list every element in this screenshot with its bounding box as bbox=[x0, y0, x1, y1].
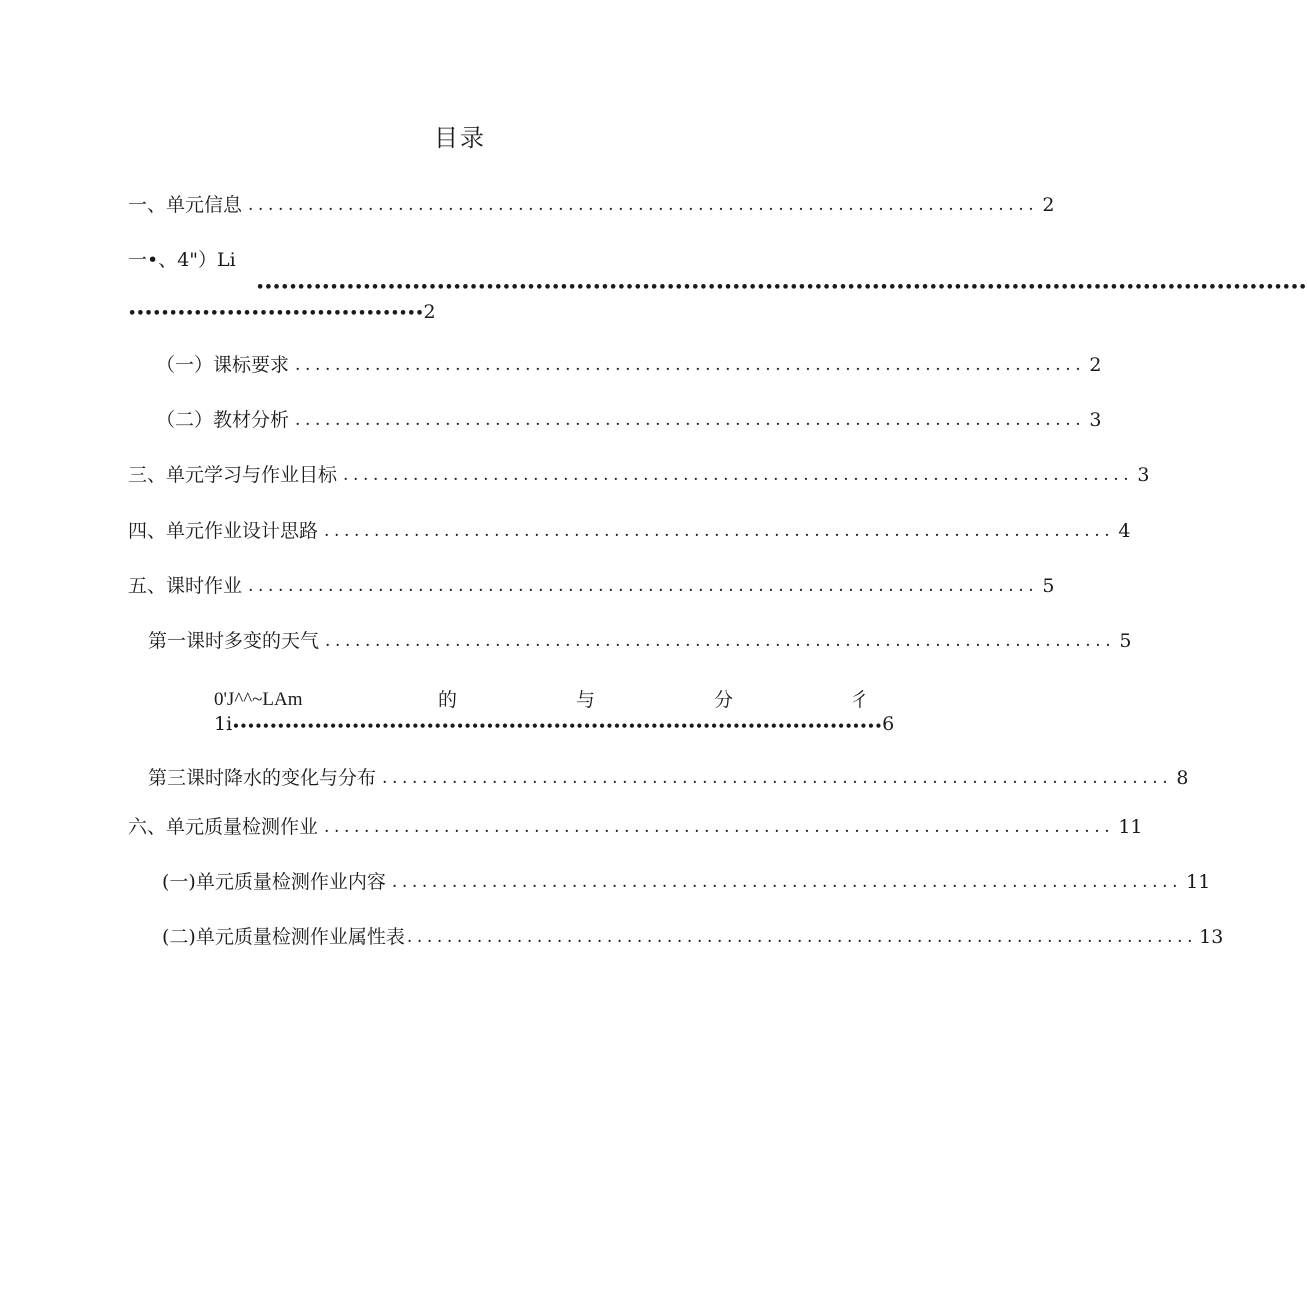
toc-entry[interactable] bbox=[128, 248, 328, 272]
toc-leader: ............................................................................... bbox=[343, 465, 1134, 485]
toc-leader: ............................................................................... bbox=[406, 927, 1198, 947]
toc-label: 第三课时降水的变化与分布 bbox=[148, 767, 377, 789]
toc-leader-bullets: •••••••••••••••••••••••••••••••••••• bbox=[128, 306, 424, 321]
toc-leader: ............................................................................... bbox=[248, 576, 1039, 596]
toc-label: （二）教材分析 bbox=[156, 409, 290, 431]
toc-page-number: 2 bbox=[423, 301, 436, 323]
toc-entry[interactable] bbox=[128, 519, 1131, 543]
toc-page-number: 11 bbox=[1186, 871, 1211, 893]
toc-page-number: 8 bbox=[1176, 767, 1189, 789]
toc-page-number: 11 bbox=[1118, 816, 1143, 838]
toc-entry[interactable] bbox=[148, 629, 1132, 653]
toc-leader-bullets: ••••••••••••••••••••••••••••••••••••••••••••••••••••••••••••••••••••••••••••••••••••••• bbox=[232, 719, 883, 733]
toc-label: 第一课时多变的天气 bbox=[148, 630, 320, 652]
toc-entry[interactable] bbox=[128, 193, 1055, 217]
toc-label: （一）课标要求 bbox=[156, 354, 290, 376]
toc-label: 五、课时作业 bbox=[128, 575, 243, 597]
toc-label: 三、单元学习与作业目标 bbox=[128, 464, 338, 486]
page-title: 目录 bbox=[434, 124, 486, 152]
toc-leader: ............................................................................... bbox=[382, 768, 1173, 788]
toc-page-number: 4 bbox=[1118, 520, 1131, 542]
toc-label-part: 分 bbox=[714, 689, 734, 711]
toc-entry-continuation bbox=[214, 712, 895, 736]
toc-label: 一•、4"）Li bbox=[128, 249, 236, 271]
toc-label-part: 的 bbox=[438, 689, 458, 711]
toc-entry[interactable] bbox=[162, 925, 1224, 949]
toc-entry-continuation bbox=[128, 300, 436, 324]
toc-entry[interactable] bbox=[128, 815, 1143, 839]
toc-entry[interactable] bbox=[128, 463, 1150, 487]
toc-leader-bullets: •••••••••••••••••••••••••••••••••••••••••••••••••••••••••••••••••••••••••••••••••••••••••••••••••••••••••••••••••••••••••••••••• bbox=[256, 280, 1307, 295]
toc-label: 六、单元质量检测作业 bbox=[128, 816, 319, 838]
toc-label: 一、单元信息 bbox=[128, 194, 243, 216]
toc-label-part: 0'J^^~LAm bbox=[214, 689, 303, 710]
toc-page-number: 5 bbox=[1042, 575, 1055, 597]
toc-entry[interactable] bbox=[162, 870, 1211, 894]
toc-page-number: 2 bbox=[1042, 194, 1055, 216]
toc-label: 四、单元作业设计思路 bbox=[128, 520, 319, 542]
toc-leader: ............................................................................... bbox=[295, 355, 1086, 375]
toc-leader: ............................................................................... bbox=[324, 521, 1115, 541]
toc-page-number: 3 bbox=[1137, 464, 1150, 486]
toc-page-number: 2 bbox=[1089, 354, 1102, 376]
toc-leader: ............................................................................... bbox=[248, 195, 1039, 215]
toc-page-number: 13 bbox=[1199, 926, 1224, 948]
toc-label-part: 与 bbox=[576, 689, 596, 711]
toc-label: (一)单元质量检测作业内容 bbox=[162, 871, 386, 893]
toc-leader: ............................................................................... bbox=[295, 410, 1086, 430]
toc-entry[interactable] bbox=[128, 574, 1055, 598]
toc-page-number: 6 bbox=[882, 713, 895, 735]
toc-page-number: 5 bbox=[1119, 630, 1132, 652]
toc-leader: ............................................................................... bbox=[325, 631, 1116, 651]
toc-label-tail: 1i bbox=[214, 713, 233, 735]
toc-leader: ............................................................................... bbox=[391, 872, 1183, 892]
toc-entry[interactable] bbox=[148, 766, 1189, 790]
toc-label: (二)单元质量检测作业属性表 bbox=[162, 926, 405, 948]
toc-entry[interactable] bbox=[156, 353, 1102, 377]
toc-entry[interactable] bbox=[0, 688, 920, 712]
toc-page-number: 3 bbox=[1089, 409, 1102, 431]
toc-entry[interactable] bbox=[156, 408, 1102, 432]
toc-label-part: 彳 bbox=[850, 689, 870, 711]
toc-leader: ............................................................................... bbox=[324, 817, 1115, 837]
